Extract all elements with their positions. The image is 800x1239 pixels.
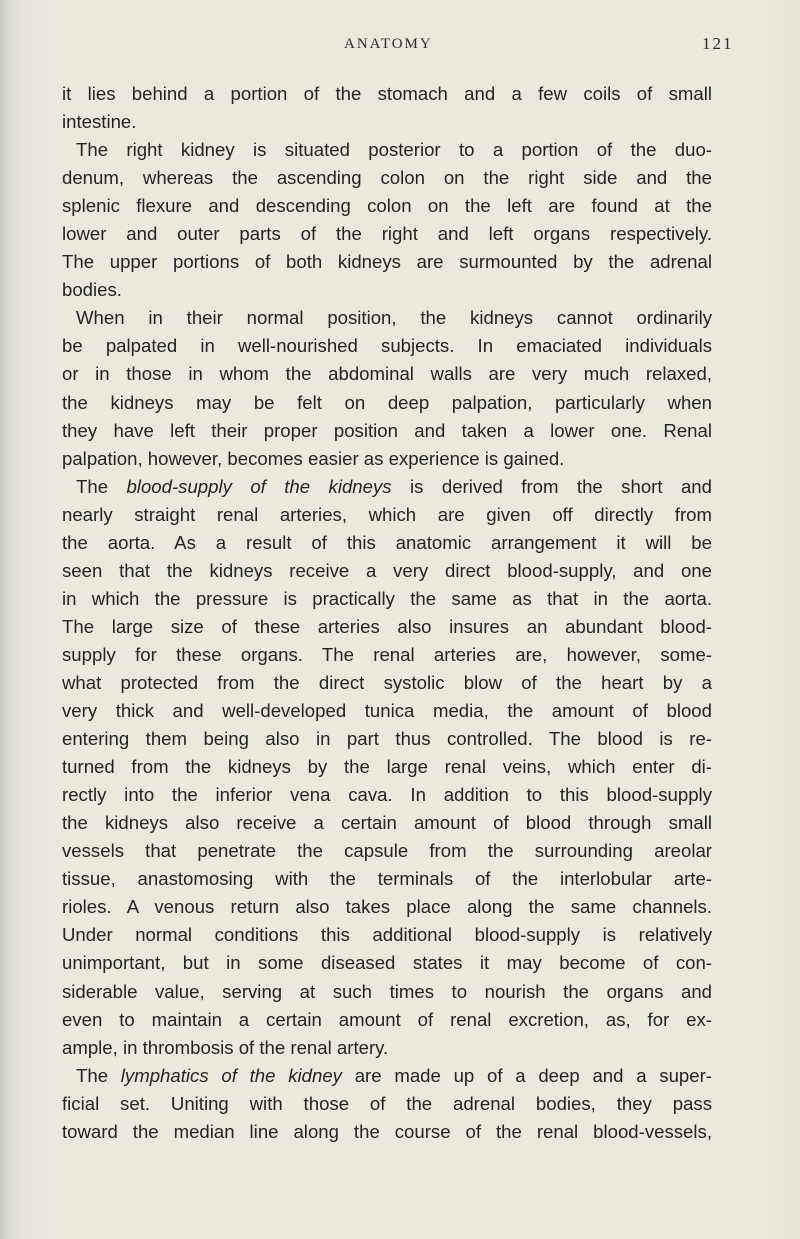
text-run: The [76, 1064, 121, 1086]
text-line: even to maintain a certain amount of renal excretion, as, for ex- [62, 1008, 712, 1030]
text-run: is derived from the short and [391, 475, 712, 497]
text-line: The large size of these arteries also insures an abundant blood- [62, 615, 712, 637]
text-line: splenic flexure and descending colon on the left are found at the [62, 195, 712, 217]
text-line: palpation, however, becomes easier as experience is gained. [62, 447, 565, 469]
text-line: very thick and well-developed tunica media, the amount of blood [62, 700, 712, 722]
text-line: supply for these organs. The renal arteries are, however, some- [62, 643, 712, 665]
text-line: unimportant, but in some diseased states it may become of con- [62, 952, 712, 974]
text-line: be palpated in well-nourished subjects. In emaciated individuals [62, 335, 712, 357]
text-line: they have left their proper position and taken a lower one. Renal [62, 419, 712, 441]
text-line: the kidneys also receive a certain amount of blood through small [62, 812, 712, 834]
text-line: tissue, anastomosing with the terminals of the interlobular arte- [62, 868, 712, 890]
text-line: entering them being also in part thus controlled. The blood is re- [62, 728, 712, 750]
text-run: are made up of a deep and a super- [341, 1064, 713, 1086]
italic-term: blood-supply of the kidneys [126, 475, 392, 497]
text-line: The right kidney is situated posterior to a portion of the duo- [76, 139, 712, 161]
italic-term: lymphatics of the kidney [120, 1064, 342, 1086]
text-line: seen that the kidneys receive a very direct blood-supply, and one [62, 559, 712, 581]
text-line: The upper portions of both kidneys are surmounted by the adrenal [62, 251, 712, 273]
running-head [0, 36, 800, 62]
text-line [62, 473, 712, 501]
text-line: ficial set. Uniting with those of the adrenal bodies, they pass [62, 1092, 712, 1114]
text-line: When in their normal position, the kidneys cannot ordinarily [76, 307, 712, 329]
text-line: the kidneys may be felt on deep palpation, particularly when [62, 391, 712, 413]
text-line: the aorta. As a result of this anatomic arrangement it will be [62, 531, 712, 553]
text-line: bodies. [62, 279, 122, 301]
text-line [62, 1062, 712, 1090]
text-line: what protected from the direct systolic blow of the heart by a [62, 671, 712, 693]
text-line: ample, in thrombosis of the renal artery. [62, 1036, 389, 1058]
text-line: turned from the kidneys by the large renal veins, which enter di- [62, 756, 712, 778]
text-line: toward the median line along the course of the renal blood-vessels, [62, 1120, 712, 1142]
page-number: 121 [702, 34, 734, 53]
text-line: Under normal conditions this additional blood-supply is relatively [62, 924, 712, 946]
text-line: nearly straight renal arteries, which are given off directly from [62, 503, 712, 525]
text-line: rioles. A venous return also takes place along the same channels. [62, 896, 712, 918]
text-run: The [76, 475, 127, 497]
text-line: rectly into the inferior vena cava. In addition to this blood-supply [62, 784, 712, 806]
text-line: siderable value, serving at such times to nourish the organs and [62, 980, 712, 1002]
text-line: vessels that penetrate the capsule from the surrounding areolar [62, 840, 712, 862]
text-line: denum, whereas the ascending colon on the right side and the [62, 167, 712, 189]
running-head-title: ANATOMY [344, 36, 433, 52]
text-line: lower and outer parts of the right and left organs respectively. [62, 223, 712, 245]
text-line: in which the pressure is practically the same as that in the aorta. [62, 587, 712, 609]
text-line: intestine. [62, 111, 137, 133]
text-line: or in those in whom the abdominal walls are very much relaxed, [62, 363, 712, 385]
body-text [62, 80, 712, 1146]
text-line: it lies behind a portion of the stomach and a few coils of small [62, 83, 712, 104]
